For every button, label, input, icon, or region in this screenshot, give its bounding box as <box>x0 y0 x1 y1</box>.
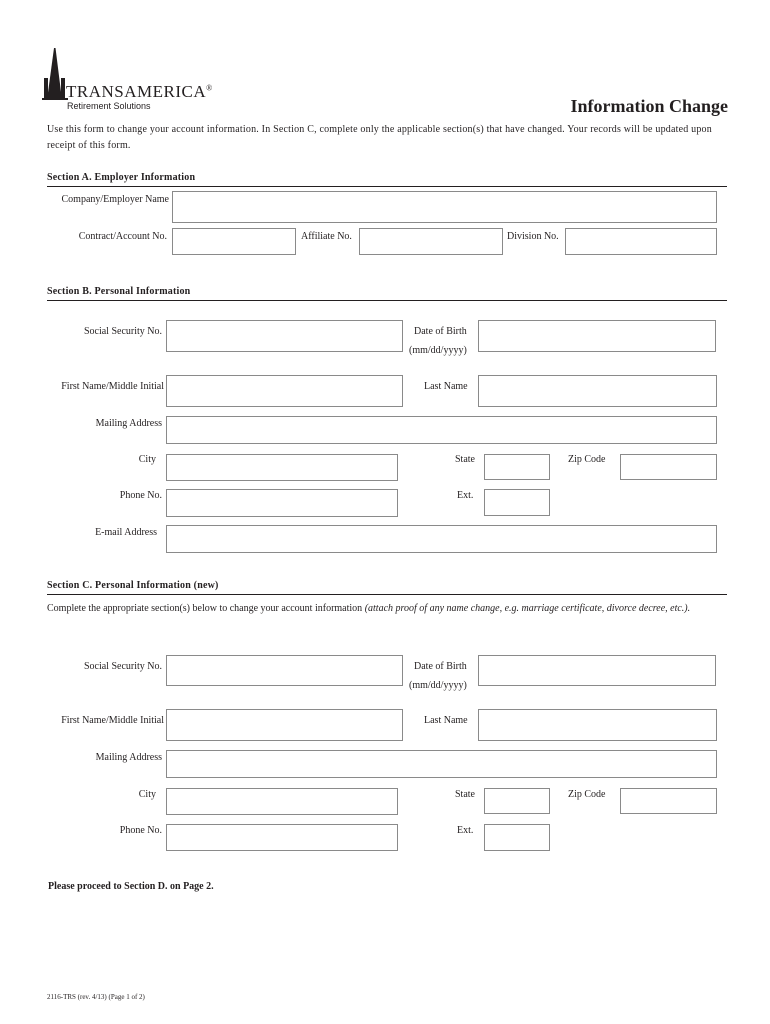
contract-account-field[interactable] <box>172 228 296 255</box>
ssn-field[interactable] <box>166 320 403 352</box>
section-c-rule <box>47 594 727 595</box>
form-footer: 2116-TRS (rev. 4/13) (Page 1 of 2) <box>47 993 145 1001</box>
section-b-rule <box>47 300 727 301</box>
new-mailing-address-field[interactable] <box>166 750 717 778</box>
city-label: City <box>138 454 156 465</box>
dob-label: Date of Birth <box>414 326 467 337</box>
phone-label: Phone No. <box>119 490 162 501</box>
form-title: Information Change <box>570 96 728 116</box>
address-label: Mailing Address <box>95 418 162 429</box>
new-phone-field[interactable] <box>166 824 398 851</box>
dob-field[interactable] <box>478 320 716 352</box>
division-label: Division No. <box>507 231 559 242</box>
email-label: E-mail Address <box>95 527 157 538</box>
new-first-name-label: First Name/Middle Initial <box>61 715 164 726</box>
proceed-note: Please proceed to Section D. on Page 2. <box>48 881 214 892</box>
zip-field[interactable] <box>620 454 717 480</box>
new-ssn-label: Social Security No. <box>83 661 162 672</box>
state-label: State <box>455 454 475 465</box>
company-name-field[interactable] <box>172 191 717 223</box>
new-city-label: City <box>138 789 156 800</box>
dob-format: (mm/dd/yyyy) <box>409 345 467 356</box>
new-dob-field[interactable] <box>478 655 716 686</box>
division-field[interactable] <box>565 228 717 255</box>
section-c-note: Complete the appropriate section(s) below to change your account information (attach proof of any name change, e.g. marriage certificate, divorce decree, etc.). <box>47 603 691 614</box>
new-zip-label: Zip Code <box>568 789 606 800</box>
last-name-label: Last Name <box>424 381 468 392</box>
contract-label: Contract/Account No. <box>78 231 167 242</box>
ext-label: Ext. <box>457 490 474 501</box>
new-ext-label: Ext. <box>457 825 474 836</box>
new-last-name-field[interactable] <box>478 709 717 741</box>
affiliate-field[interactable] <box>359 228 503 255</box>
state-field[interactable] <box>484 454 550 480</box>
mailing-address-field[interactable] <box>166 416 717 444</box>
new-dob-label: Date of Birth <box>414 661 467 672</box>
new-state-label: State <box>455 789 475 800</box>
ext-field[interactable] <box>484 489 550 516</box>
new-state-field[interactable] <box>484 788 550 814</box>
section-c-heading: Section C. Personal Information (new) <box>47 580 219 591</box>
company-label: Company/Employer Name <box>61 194 169 205</box>
section-a-rule <box>47 186 727 187</box>
new-last-name-label: Last Name <box>424 715 468 726</box>
intro-text: Use this form to change your account information. In Section C, complete only the applicable section(s) that have changed. Your records will be updated upon receipt of this form. <box>47 124 712 151</box>
new-dob-format: (mm/dd/yyyy) <box>409 680 467 691</box>
brand-name: TRANSAMERICA® <box>66 82 213 101</box>
brand-subtitle: Retirement Solutions <box>67 101 151 111</box>
new-city-field[interactable] <box>166 788 398 815</box>
new-address-label: Mailing Address <box>95 752 162 763</box>
new-first-name-field[interactable] <box>166 709 403 741</box>
email-field[interactable] <box>166 525 717 553</box>
ssn-label: Social Security No. <box>83 326 162 337</box>
new-phone-label: Phone No. <box>119 825 162 836</box>
section-a-heading: Section A. Employer Information <box>47 172 196 183</box>
first-name-field[interactable] <box>166 375 403 407</box>
city-field[interactable] <box>166 454 398 481</box>
new-zip-field[interactable] <box>620 788 717 814</box>
new-ext-field[interactable] <box>484 824 550 851</box>
first-name-label: First Name/Middle Initial <box>61 381 164 392</box>
zip-label: Zip Code <box>568 454 606 465</box>
affiliate-label: Affiliate No. <box>301 231 352 242</box>
section-b-heading: Section B. Personal Information <box>47 286 191 297</box>
last-name-field[interactable] <box>478 375 717 407</box>
new-ssn-field[interactable] <box>166 655 403 686</box>
phone-field[interactable] <box>166 489 398 517</box>
